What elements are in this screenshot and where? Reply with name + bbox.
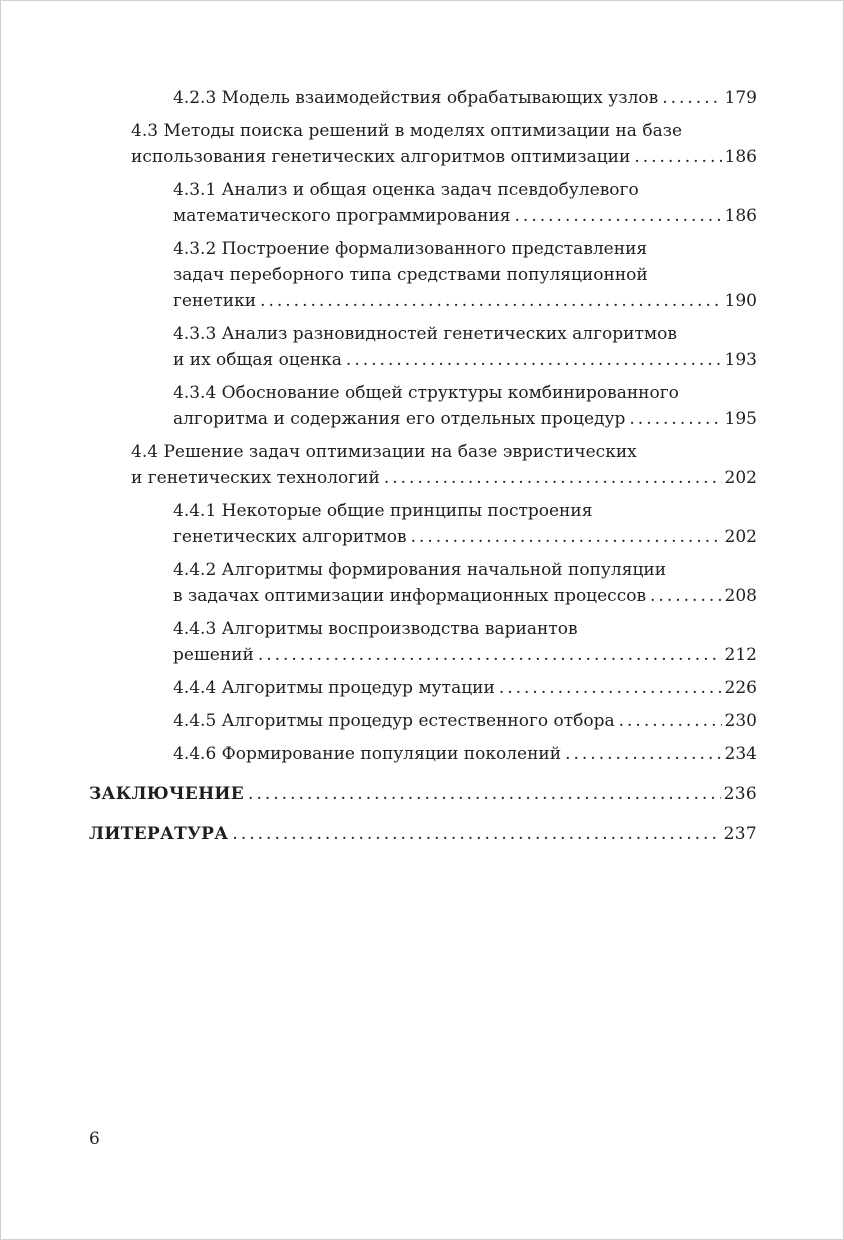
dot-leader: [232, 821, 720, 847]
toc-line: 4.3.3 Анализ разновидностей генетических алгоритмов: [173, 324, 677, 344]
dot-leader: [634, 144, 721, 170]
toc-text: 4.4.5 Алгоритмы процедур естественного отбора: [173, 711, 615, 731]
toc-text: в задачах оптимизации информационных процессов: [173, 586, 647, 606]
toc-page-number: 193: [724, 350, 757, 370]
toc-line: [173, 347, 757, 373]
toc-entry: [89, 557, 757, 609]
toc-entry: [89, 708, 757, 734]
toc-page-number: 237: [723, 824, 757, 844]
toc-text: генетики: [173, 291, 257, 311]
toc-line: 4.3 Методы поиска решений в моделях оптимизации на базе: [131, 121, 683, 141]
toc-text: генетических алгоритмов: [173, 527, 407, 547]
dot-leader: [346, 347, 722, 373]
table-of-contents: [89, 85, 757, 854]
toc-line: 4.3.4 Обоснование общей структуры комбинированного: [173, 383, 679, 403]
toc-line: [173, 675, 757, 701]
toc-page-number: 226: [724, 678, 757, 698]
toc-line: [173, 708, 757, 734]
dot-leader: [565, 741, 721, 767]
toc-line: [131, 465, 757, 491]
toc-page-number: 202: [724, 527, 757, 547]
toc-line: 4.4.3 Алгоритмы воспроизводства вариантов: [173, 619, 578, 639]
toc-text: 4.4.4 Алгоритмы процедур мутации: [173, 678, 495, 698]
toc-entry: [89, 236, 757, 314]
toc-line: [173, 406, 757, 432]
dot-leader: [629, 406, 721, 432]
toc-line: [89, 781, 757, 807]
dot-leader: [650, 583, 722, 609]
toc-page-number: 179: [724, 88, 757, 108]
toc-line: [173, 85, 757, 111]
toc-page-number: 186: [724, 206, 757, 226]
toc-line: [173, 642, 757, 668]
toc-line: задач переборного типа средствами популяционной: [173, 265, 648, 285]
toc-entry: [89, 177, 757, 229]
dot-leader: [384, 465, 722, 491]
toc-page-number: 202: [724, 468, 757, 488]
dot-leader: [499, 675, 722, 701]
toc-entry: [89, 439, 757, 491]
toc-line: 4.3.1 Анализ и общая оценка задач псевдобулевого: [173, 180, 639, 200]
toc-line: [89, 821, 757, 847]
toc-page-number: 208: [724, 586, 757, 606]
toc-text: и их общая оценка: [173, 350, 342, 370]
toc-line: 4.3.2 Построение формализованного представления: [173, 239, 648, 259]
toc-text: 4.2.3 Модель взаимодействия обрабатывающих узлов: [173, 88, 659, 108]
dot-leader: [619, 708, 722, 734]
toc-line: [131, 144, 757, 170]
toc-entry: [89, 498, 757, 550]
dot-leader: [258, 642, 722, 668]
toc-entry: [89, 380, 757, 432]
toc-entry-conclusion: [89, 781, 757, 807]
toc-entry: [89, 85, 757, 111]
toc-entry: [89, 616, 757, 668]
toc-text: алгоритма и содержания его отдельных процедур: [173, 409, 626, 429]
toc-text: математического программирования: [173, 206, 511, 226]
toc-page-number: 212: [724, 645, 757, 665]
toc-line: [173, 741, 757, 767]
toc-text: 4.4.6 Формирование популяции поколений: [173, 744, 562, 764]
toc-page-number: 234: [724, 744, 757, 764]
toc-entry: [89, 118, 757, 170]
toc-page-number: 236: [723, 784, 757, 804]
toc-line: [173, 288, 757, 314]
dot-leader: [248, 781, 721, 807]
toc-text: решений: [173, 645, 254, 665]
toc-line: [173, 524, 757, 550]
toc-text: ЗАКЛЮЧЕНИЕ: [89, 784, 245, 804]
toc-line: [173, 583, 757, 609]
dot-leader: [411, 524, 722, 550]
toc-entry: [89, 741, 757, 767]
toc-page-number: 186: [724, 147, 757, 167]
toc-entry: [89, 675, 757, 701]
toc-entry: [89, 321, 757, 373]
toc-text: и генетических технологий: [131, 468, 380, 488]
toc-line: [173, 203, 757, 229]
dot-leader: [662, 85, 721, 111]
toc-page-number: 190: [724, 291, 757, 311]
toc-page-number: 195: [724, 409, 757, 429]
toc-line: 4.4 Решение задач оптимизации на базе эвристических: [131, 442, 637, 462]
dot-leader: [515, 203, 722, 229]
toc-entry-literature: [89, 821, 757, 847]
toc-page-number: 230: [724, 711, 757, 731]
toc-line: 4.4.1 Некоторые общие принципы построения: [173, 501, 593, 521]
page-number: 6: [89, 1129, 100, 1149]
toc-text: ЛИТЕРАТУРА: [89, 824, 229, 844]
toc-text: использования генетических алгоритмов оптимизации: [131, 147, 631, 167]
dot-leader: [260, 288, 721, 314]
toc-line: 4.4.2 Алгоритмы формирования начальной популяции: [173, 560, 667, 580]
